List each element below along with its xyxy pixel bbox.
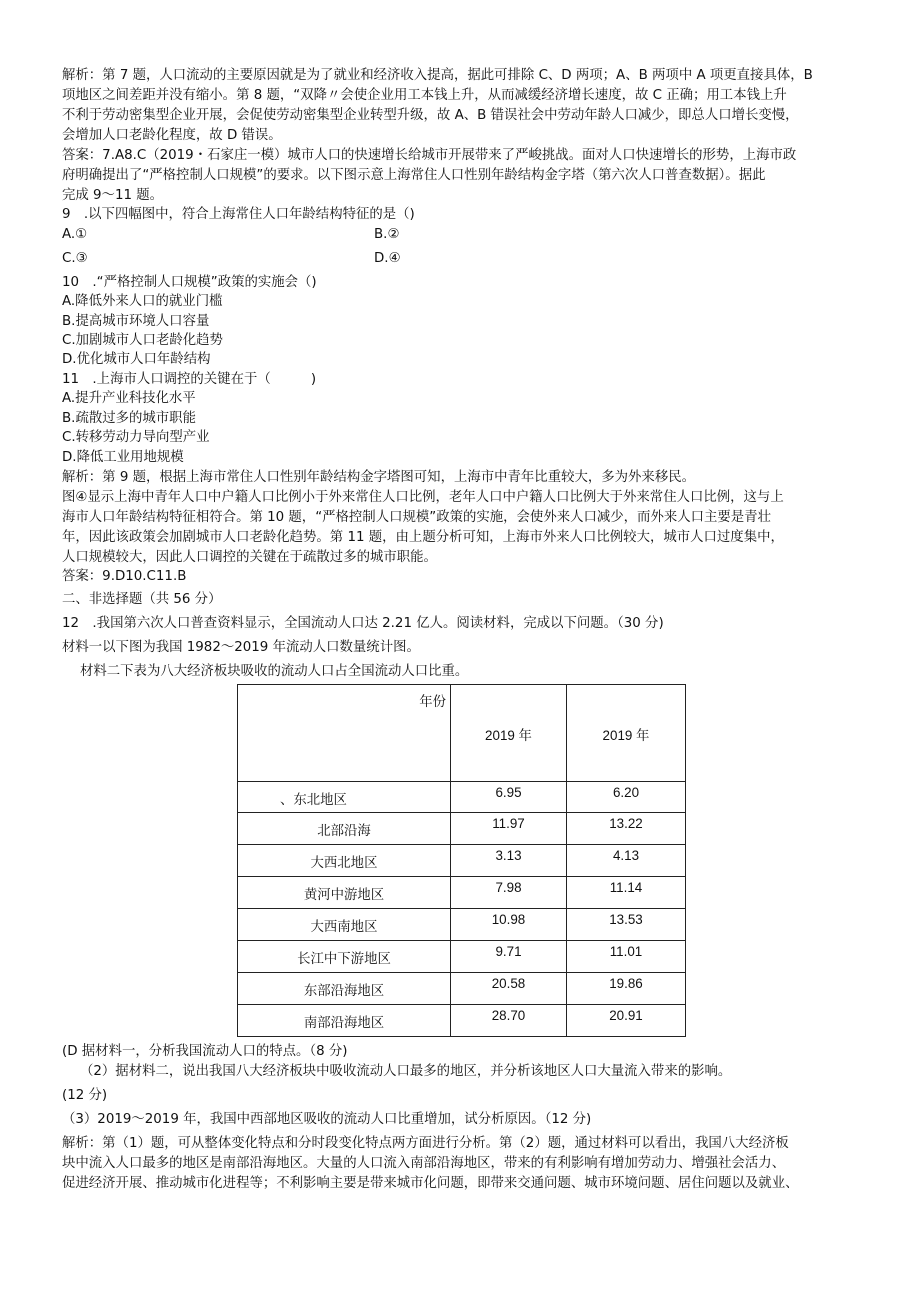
answer-line: 府明确提出了“严格控制人口规模”的要求。以下图示意上海常住人口性别年龄结构金字塔（第六次人口普查数据）。据此 [62,168,766,183]
region-cell [238,941,451,973]
value-cell: 9.71 [451,941,567,973]
value-cell: 6.95 [451,782,567,813]
region-name: 黄河中游地区 [303,887,385,902]
question-10: 10 .“严格控制人口规模”政策的实施会（) [62,275,317,290]
value-cell: 20.91 [567,1005,686,1037]
option-d: D.优化城市人口年龄结构 [62,352,211,367]
explanation-line: 海市人口年龄结构特征相符合。第 10 题，“严格控制人口规模”政策的实施，会使外来人口减少，而外来人口主要是青壮 [62,510,771,525]
explanation-line: 解析：第 9 题，根据上海市常住人口性别年龄结构金字塔图可知，上海市中青年比重较大，多为外来移民。 [62,470,695,485]
section-heading: 二、非选择题（共 56 分） [62,592,222,607]
explanation-line: 解析：第 7 题，人口流动的主要原因就是为了就业和经济收入提高，据此可排除 C、D 两项；A、B 两项中 A 项更直接具体，B [62,68,813,83]
solution-line: 解析：第（1）题，可从整体变化特点和分时段变化特点两方面进行分析。第（2）题，通过材料可以看出，我国八大经济板 [62,1136,789,1151]
table-row [238,813,686,845]
solution-line: 促进经济开展、推动城市化进程等；不利影响主要是带来城市化问题，即带来交通问题、城市环境问题、居住问题以及就业、 [62,1176,799,1191]
explanation-line: 年，因此该政策会加剧城市人口老龄化趋势。第 11 题，由上题分析可知，上海市外来人口比例较大，城市人口过度集中， [62,530,784,545]
value-cell: 6.20 [567,782,686,813]
value-cell: 20.58 [451,973,567,1005]
table-row [238,909,686,941]
value-cell: 11.01 [567,941,686,973]
question-12: 12 .我国第六次人口普查资料显示，全国流动人口达 2.21 亿人。阅读材料，完成以下问题。（30 分) [62,616,664,631]
table-row [238,941,686,973]
table-row [238,845,686,877]
region-cell [238,877,451,909]
explanation-line: 人口规模较大，因此人口调控的关键在于疏散过多的城市职能。 [62,550,437,565]
value-cell: 28.70 [451,1005,567,1037]
value-cell: 7.98 [451,877,567,909]
sub-question-2: （2）据材料二，说出我国八大经济板块中吸收流动人口最多的地区，并分析该地区人口大量流入带来的影响。 [80,1064,732,1079]
option-d: D.④ [374,251,401,266]
sub-question-1: (D 据材料一，分析我国流动人口的特点。（8 分) [62,1044,348,1059]
region-cell [238,782,451,813]
explanation-line: 图④显示上海中青年人口中户籍人口比例小于外来常住人口比例，老年人口中户籍人口比例大于外来常住人口比例，这与上 [62,490,784,505]
region-name: 南部沿海地区 [303,1015,385,1030]
material-two: 材料二下表为八大经济板块吸收的流动人口占全国流动人口比重。 [80,664,469,679]
value-cell: 19.86 [567,973,686,1005]
value-cell: 10.98 [451,909,567,941]
table-row [238,782,686,813]
question-9: 9 .以下四幅图中，符合上海常住人口年龄结构特征的是（) [62,207,415,222]
answer-line: 答案：9.D10.C11.B [62,569,187,584]
column-header: 2019 年 [451,685,567,782]
table-row [238,1005,686,1037]
option-d: D.降低工业用地规模 [62,450,184,465]
sub-question-3: （3）2019～2019 年，我国中西部地区吸收的流动人口比重增加，试分析原因。（12 分) [62,1112,592,1127]
value-cell: 11.14 [567,877,686,909]
option-a: A.提升产业科技化水平 [62,391,196,406]
region-cell [238,813,451,845]
question-11: 11 .上海市人口调控的关键在于（ ) [62,372,317,387]
region-name: 东部沿海地区 [303,983,385,998]
option-c: C.加剧城市人口老龄化趋势 [62,333,223,348]
explanation-line: 会增加人口老龄化程度，故 D 错误。 [62,128,282,143]
value-cell: 4.13 [567,845,686,877]
region-cell [238,1005,451,1037]
answer-line: 答案：7.A8.C（2019・石家庄一模）城市人口的快速增长给城市开展带来了严峻挑战。面对人口快速增长的形势，上海市政 [62,148,797,163]
option-b: B.疏散过多的城市职能 [62,411,196,426]
option-c: C.转移劳动力导向型产业 [62,430,210,445]
option-a: A.降低外来人口的就业门槛 [62,294,223,309]
region-name: 大西南地区 [310,919,378,934]
column-header: 2019 年 [567,685,686,782]
option-a: A.① [62,227,88,242]
answer-line: 完成 9～11 题。 [62,188,164,203]
explanation-line: 不利于劳动密集型企业开展，会促使劳动密集型企业转型升级，故 A、B 错误社会中劳动年龄人口减少，即总人口增长变慢， [62,108,799,123]
value-cell: 11.97 [451,813,567,845]
value-cell: 13.53 [567,909,686,941]
migrant-share-table [237,684,686,1037]
region-cell [238,845,451,877]
region-name: 长江中下游地区 [297,951,391,966]
region-cell [238,973,451,1005]
option-b: B.提高城市环境人口容量 [62,314,210,329]
table-header-corner [238,685,451,782]
value-cell: 13.22 [567,813,686,845]
value-cell: 3.13 [451,845,567,877]
sub-question-2-score: (12 分) [62,1088,108,1103]
region-cell [238,909,451,941]
region-name: 大西北地区 [310,855,378,870]
solution-line: 块中流入人口最多的地区是南部沿海地区。大量的人口流入南部沿海地区，带来的有利影响有增加劳动力、增强社会活力、 [62,1156,786,1171]
material-one: 材料一以下图为我国 1982～2019 年流动人口数量统计图。 [62,640,420,655]
region-name: 、东北地区 [280,792,347,807]
option-b: B.② [374,227,400,242]
table-row [238,973,686,1005]
table-row [238,877,686,909]
option-c: C.③ [62,251,88,266]
year-header-label: 年份 [419,694,446,709]
explanation-line: 项地区之间差距并没有缩小。第 8 题，“双降〃会使企业用工本钱上升，从而减缓经济增长速度，故 C 正确；用工本钱上升 [62,88,787,103]
region-name: 北部沿海 [317,823,371,838]
